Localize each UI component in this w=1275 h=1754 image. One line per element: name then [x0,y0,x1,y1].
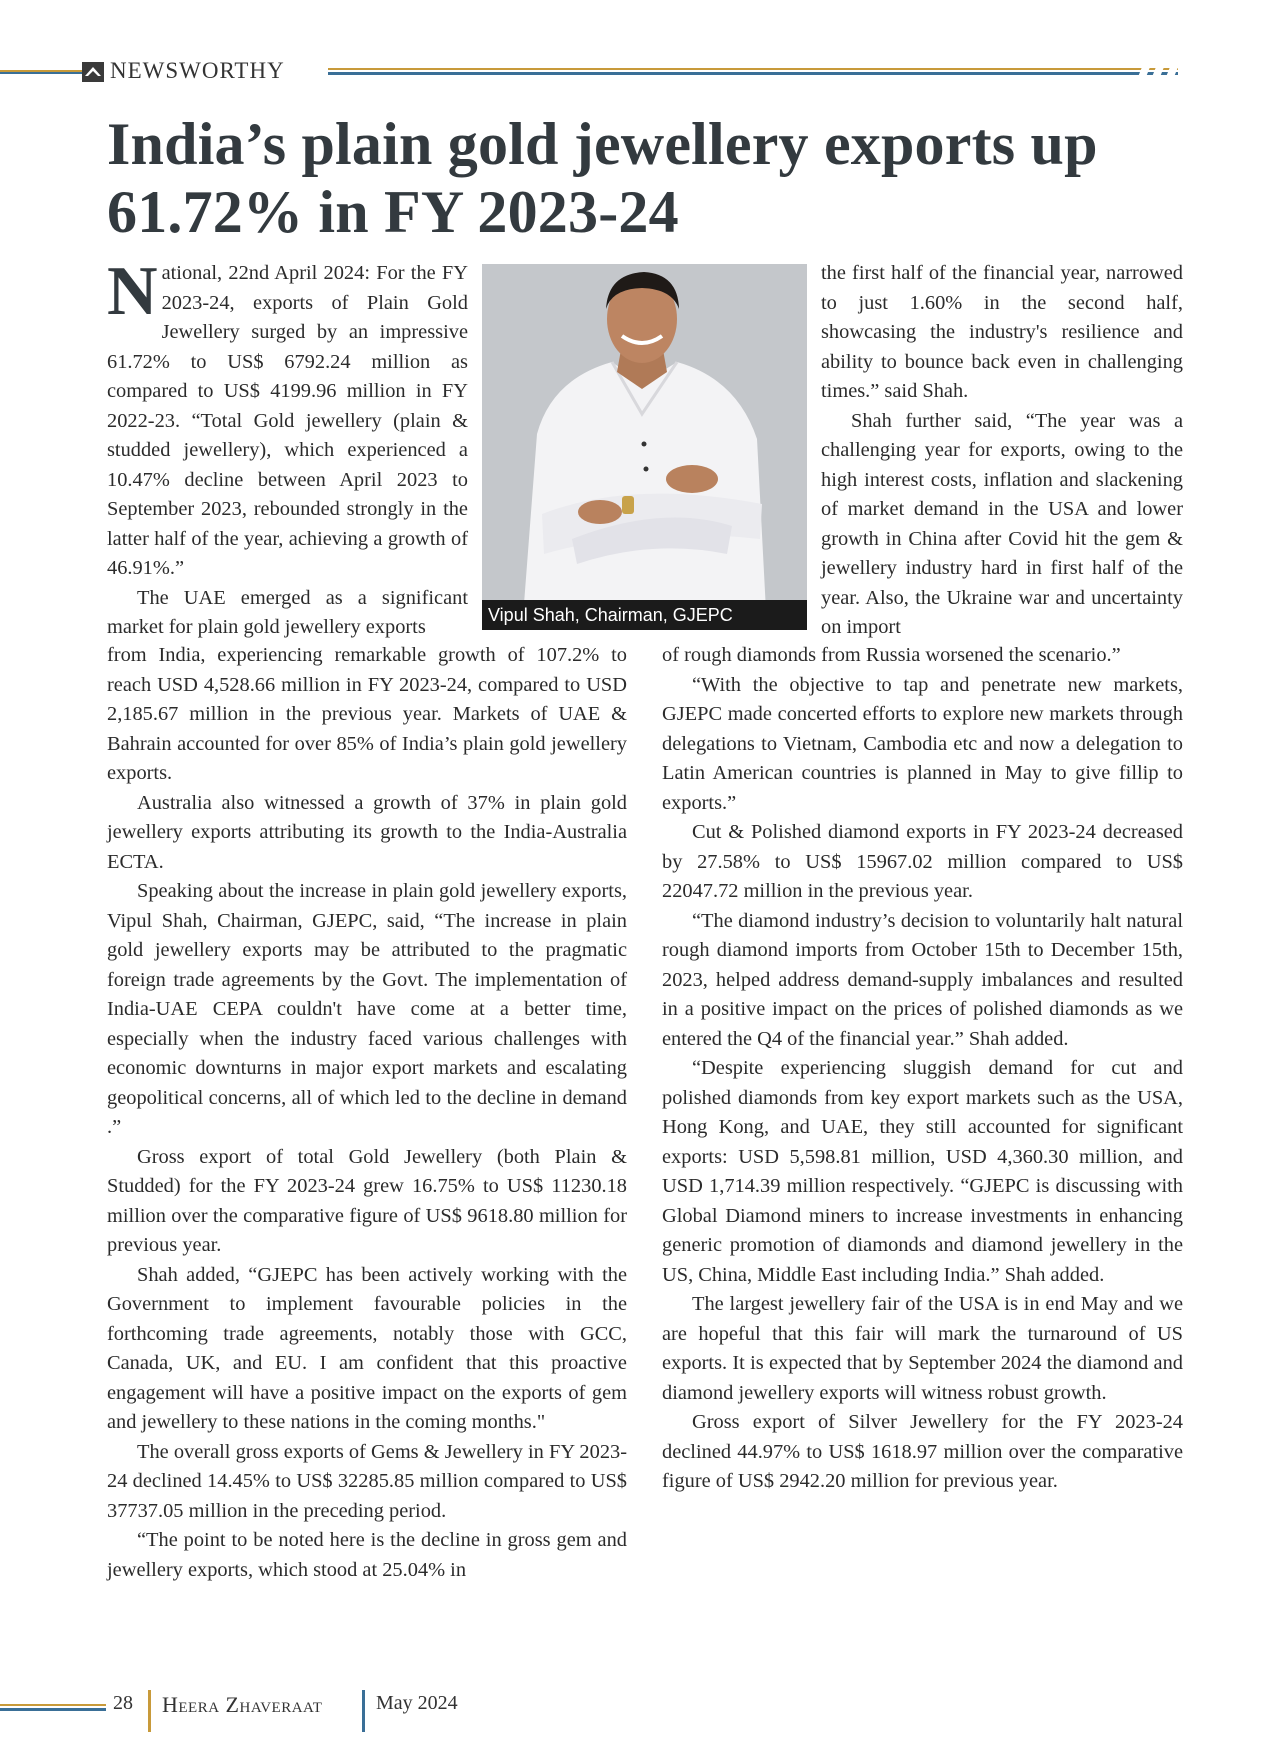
footer-rule [0,1704,106,1711]
header-rule-right [328,68,1178,76]
footer-divider-blue [362,1690,365,1732]
paragraph-further-start: Shah further said, “The year was a challenging year for exports, owing to the high interest costs, inflation and slackening of market demand in the USA and lower growth in China after Covid hit the gem & jewellery industry hard in first half of the year. Also, the Ukraine war and uncertainty on import [821,409,1183,638]
section-header [0,58,1275,88]
paragraph-gross-gold: Gross export of total Gold Jewellery (both Plain & Studded) for the FY 2023-24 grew 16.75% to US$ 11230.18 million over the comparative figure of US$ 9618.80 million for previous year. [107,1145,627,1256]
issue-date: May 2024 [376,1692,458,1714]
paragraph-continued: the first half of the financial year, narrowed to just 1.60% in the second half, showcasing the industry's resilience and ability to bounce back even in challenging times.” said Shah. [821,262,1183,402]
paragraph-largest-fair: The largest jewellery fair of the USA is in end May and we are hopeful that this fair will mark the turnaround of US exports. It is expected that by September 2024 the diamond and diamond jewellery exports will witness robust growth. [662,1293,1183,1404]
page-number: 28 [113,1692,133,1714]
photo-caption: Vipul Shah, Chairman, GJEPC [482,600,807,630]
chairman-photo [482,264,807,630]
paragraph-australia: Australia also witnessed a growth of 37% in plain gold jewellery exports attributing its growth to the India-Australia ECTA. [107,791,627,873]
paragraph-point: “The point to be noted here is the decline in gross gem and jewellery exports, which stood at 25.04% in [107,1529,627,1581]
paragraph-uae-start: The UAE emerged as a significant market for plain gold jewellery exports [107,586,468,638]
paragraph-further-rest: of rough diamonds from Russia worsened the scenario.” [662,644,1121,666]
intro-paragraph: National, 22nd April 2024: For the FY 2023-24, exports of Plain Gold Jewellery surged by an impressive 61.72% to US$ 6792.24 million as compared to US$ 4199.96 million in FY 2022-23. “Total Gold jewellery (plain & studded jewellery), which experienced a 10.47% decline between April 2023 to September 2023, rebounded strongly in the latter half of the year, achieving a growth of 46.91%.” [107,253,468,579]
column-right-bottom [662,641,1183,1497]
paragraph-objective: “With the objective to tap and penetrate new markets, GJEPC made concerted efforts to explore new markets through delegations to Vietnam, Cambodia etc and now a delegation to Latin American countries is planned in May to give fillip to exports.” [662,673,1183,814]
article-title: India’s plain gold jewellery exports up 61.72% in FY 2023-24 [107,111,1098,245]
section-label: NEWSWORTHY [110,58,285,83]
paragraph-uae-rest: from India, experiencing remarkable growth of 107.2% to reach USD 4,528.66 million in FY 2023-24, compared to USD 2,185.67 million in the previous year. Markets of UAE & Bahrain accounted for over 85% of India’s plain gold jewellery exports. [107,644,627,784]
page-footer [0,1690,1275,1734]
column-right-top [821,259,1183,643]
paragraph-shah-added: Shah added, “GJEPC has been actively working with the Government to implement favourable policies in the forthcoming trade agreements, notably those with GCC, Canada, UK, and EU. I am confident that this proactive engagement will have a positive impact on the exports of gem and jewellery to these nations in the coming months." [107,1263,627,1433]
paragraph-speaking: Speaking about the increase in plain gold jewellery exports, Vipul Shah, Chairman, GJEPC, said, “The increase in plain gold jewellery exports may be attributed to the pragmatic foreign trade agreements by the Govt. The implementation of India-UAE CEPA couldn't have come at a better time, especially when the industry faced various challenges with economic downturns in major export markets and escalating geopolitical concerns, all of which led to the decline in demand .” [107,880,627,1138]
paragraph-despite: “Despite experiencing sluggish demand for cut and polished diamonds from key export markets such as the USA, Hong Kong, and UAE, they still accounted for significant exports: USD 5,598.81 million, USD 4,360.30 million, and USD 1,714.39 million respectively. “GJEPC is discussing with Global Diamond miners to increase investments in enhancing generic promotion of diamonds and diamond jewellery in the US, China, Middle East including India.” Shah added. [662,1057,1183,1286]
section-logo-icon [82,62,104,82]
column-left-top [107,253,468,643]
footer-divider-gold [148,1690,151,1732]
column-left-bottom [107,641,627,1585]
header-rule-left [0,70,82,74]
paragraph-overall: The overall gross exports of Gems & Jewellery in FY 2023-24 declined 14.45% to US$ 32285.85 million compared to US$ 37737.05 million in the preceding period. [107,1440,627,1522]
portrait-image [482,264,807,630]
paragraph-diamond-industry: “The diamond industry’s decision to voluntarily halt natural rough diamond imports from October 15th to December 15th, 2023, helped address demand-supply imbalances and resulted in a positive impact on the prices of polished diamonds as we entered the Q4 of the financial year.” Shah added. [662,909,1183,1050]
magazine-name: Heera Zhaveraat [162,1692,323,1717]
paragraph-cut-polished: Cut & Polished diamond exports in FY 2023-24 decreased by 27.58% to US$ 15967.02 million compared to US$ 22047.72 million in the previous year. [662,821,1183,902]
paragraph-silver: Gross export of Silver Jewellery for the FY 2023-24 declined 44.97% to US$ 1618.97 million over the comparative figure of US$ 2942.20 million for previous year. [662,1411,1183,1492]
drop-cap: N [107,253,158,330]
header-stripes-icon [1136,65,1180,79]
